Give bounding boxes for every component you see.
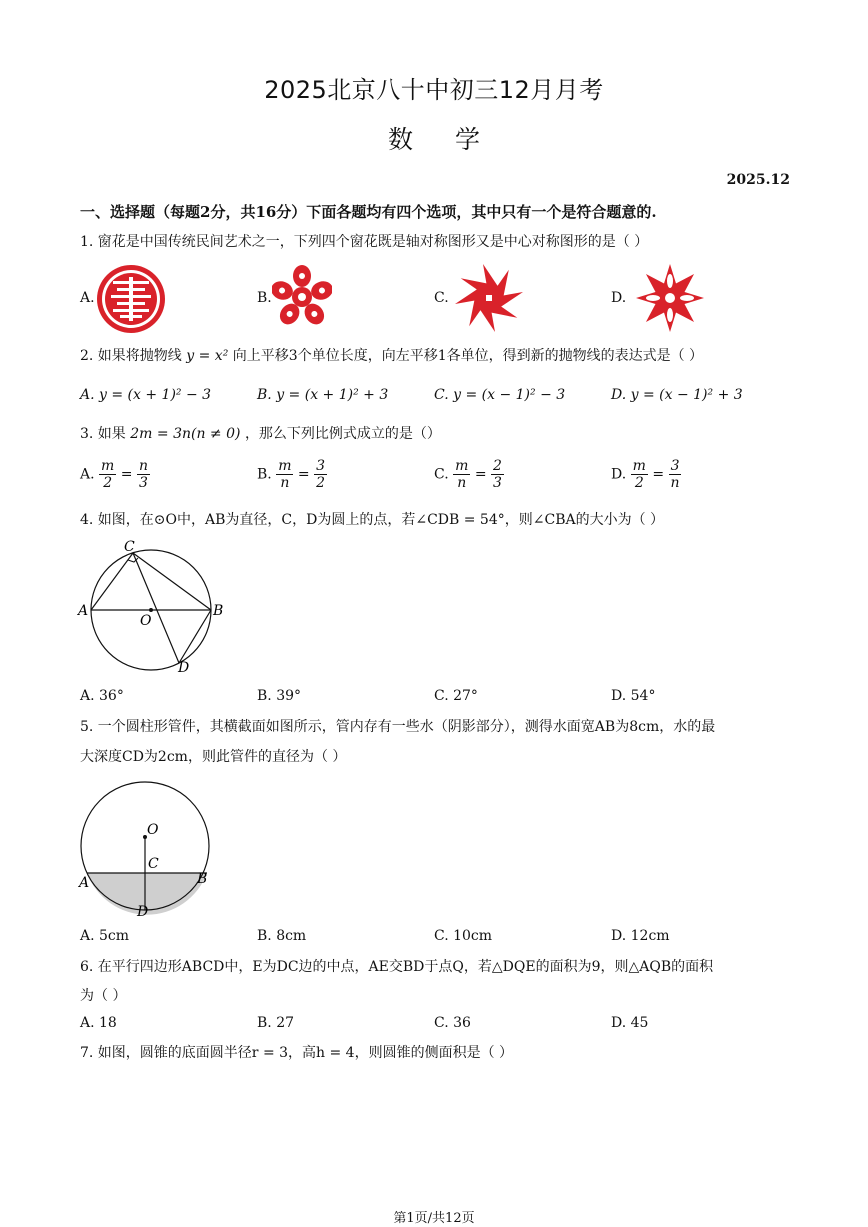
page-title: 2025北京八十中初三12月月考: [264, 76, 604, 104]
papercut-a-image: [95, 263, 167, 335]
q1-option-b-label: B.: [257, 290, 272, 306]
q2-stem-math: y = x²: [186, 348, 229, 364]
q3-stem-post: ，那么下列比例式成立的是（）: [244, 426, 441, 442]
fraction: [314, 458, 327, 491]
q4-option-a: A. 36°: [80, 688, 124, 704]
question-4-stem: 4. 如图，在⊙O中，AB为直径，C，D为圆上的点，若∠CDB = 54°，则∠CBA的大小为（ ）: [80, 512, 665, 528]
point-d-label: D: [137, 904, 149, 920]
q3-c-label: C.: [434, 466, 449, 483]
q1-option-c-label: C.: [434, 290, 449, 306]
question-3-stem: [80, 424, 790, 444]
q5-option-a: A. 5cm: [80, 928, 130, 944]
numerator: m: [455, 458, 469, 474]
point-d-label: D: [178, 660, 190, 676]
numerator: 2: [493, 458, 502, 474]
q1-option-a-label: A.: [80, 290, 95, 306]
page-footer: 第1页/共12页: [393, 1211, 475, 1226]
denominator: 3: [493, 475, 502, 491]
q2-stem-pre: 2. 如果将抛物线: [80, 348, 182, 364]
denominator: 3: [138, 475, 148, 491]
q5-option-d: D. 12cm: [611, 928, 670, 944]
fraction: [669, 458, 682, 491]
q3-a-label: A.: [80, 466, 95, 483]
question-1-stem: 1. 窗花是中国传统民间艺术之一，下列四个窗花既是轴对称图形又是中心对称图形的是（ ）: [80, 234, 649, 250]
numerator: n: [138, 458, 148, 474]
denominator: 2: [103, 475, 113, 491]
q2-option-a: A. y = (x + 1)² − 3: [80, 387, 212, 403]
q4-option-b: B. 39°: [257, 688, 302, 704]
q2-option-c: C. y = (x − 1)² − 3: [434, 387, 566, 403]
point-b-label: B: [213, 603, 224, 619]
fraction: [99, 458, 116, 491]
numerator: m: [278, 458, 292, 474]
section-heading: 一、选择题（每题2分，共16分）下面各题均有四个选项，其中只有一个是符合题意的.: [80, 203, 657, 221]
question-2-stem: [80, 346, 790, 366]
q6-option-c: C. 36: [434, 1015, 471, 1031]
q5-option-c: C. 10cm: [434, 928, 493, 944]
circle-diagram-q4: [76, 538, 226, 678]
denominator: n: [457, 475, 467, 491]
question-5-stem-line2: 大深度CD为2cm，则此管件的直径为（ ）: [80, 749, 347, 765]
papercut-b-image: [272, 262, 332, 332]
q3-stem-pre: 3. 如果: [80, 426, 126, 442]
q2-stem-post: 向上平移3个单位长度，向左平移1各单位，得到新的抛物线的表达式是（ ）: [232, 348, 704, 364]
denominator: 2: [316, 475, 326, 491]
q3-option-d: D. $\frac{m}{2}$ = $\frac{3}{n}$: [611, 458, 680, 491]
numerator: 3: [670, 458, 680, 474]
pipe-cross-section-diagram: [76, 770, 226, 922]
denominator: n: [280, 475, 290, 491]
point-c-label: C: [148, 856, 159, 872]
fraction: [276, 458, 293, 491]
q1-option-d-label: D.: [611, 290, 627, 306]
point-a-label: A: [78, 603, 89, 619]
q4-option-c: C. 27°: [434, 688, 478, 704]
q2-option-d: D. y = (x − 1)² + 3: [611, 387, 743, 403]
numerator: m: [632, 458, 646, 474]
question-7-stem: 7. 如图，圆锥的底面圆半径r = 3，高h = 4，则圆锥的侧面积是（ ）: [80, 1045, 514, 1061]
fraction: [453, 458, 470, 491]
point-o-label: O: [140, 613, 152, 629]
question-6-stem-line2: 为（ ）: [80, 988, 127, 1004]
papercut-d-image: [634, 262, 706, 334]
numerator: 3: [316, 458, 326, 474]
fraction: [491, 458, 504, 491]
denominator: 2: [634, 475, 644, 491]
q3-option-a: A. $\frac{m}{2}$ = $\frac{n}{3}$: [80, 458, 148, 491]
q3-option-c: C. $\frac{m}{n}$ = $\frac{2}{3}$: [434, 458, 502, 491]
fraction: [137, 458, 150, 491]
q6-option-a: A. 18: [80, 1015, 117, 1031]
q6-option-b: B. 27: [257, 1015, 295, 1031]
question-6-stem-line1: 6. 在平行四边形ABCD中，E为DC边的中点，AE交BD于点Q，若△DQE的面积为9，则△AQB的面积: [80, 959, 714, 975]
subject-title: 数学: [387, 125, 522, 154]
q2-option-b: B. y = (x + 1)² + 3: [257, 387, 389, 403]
question-5-stem-line1: 5. 一个圆柱形管件，其横截面如图所示，管内存有一些水（阴影部分），测得水面宽AB为8cm，水的最: [80, 719, 716, 735]
q3-d-label: D.: [611, 466, 627, 483]
q5-option-b: B. 8cm: [257, 928, 307, 944]
q3-b-label: B.: [257, 466, 272, 483]
point-c-label: C: [124, 539, 135, 555]
q6-option-d: D. 45: [611, 1015, 649, 1031]
q3-option-b: B. $\frac{m}{n}$ = $\frac{3}{2}$: [257, 458, 326, 491]
denominator: n: [670, 475, 680, 491]
q4-option-d: D. 54°: [611, 688, 656, 704]
papercut-c-image: [452, 261, 526, 335]
numerator: m: [101, 458, 115, 474]
fraction: [631, 458, 648, 491]
q3-stem-math: 2m = 3n(n ≠ 0): [130, 426, 241, 442]
point-a-label: A: [79, 875, 90, 891]
exam-date: 2025.12: [726, 172, 790, 188]
point-o-label: O: [147, 822, 159, 838]
point-b-label: B: [197, 871, 208, 887]
